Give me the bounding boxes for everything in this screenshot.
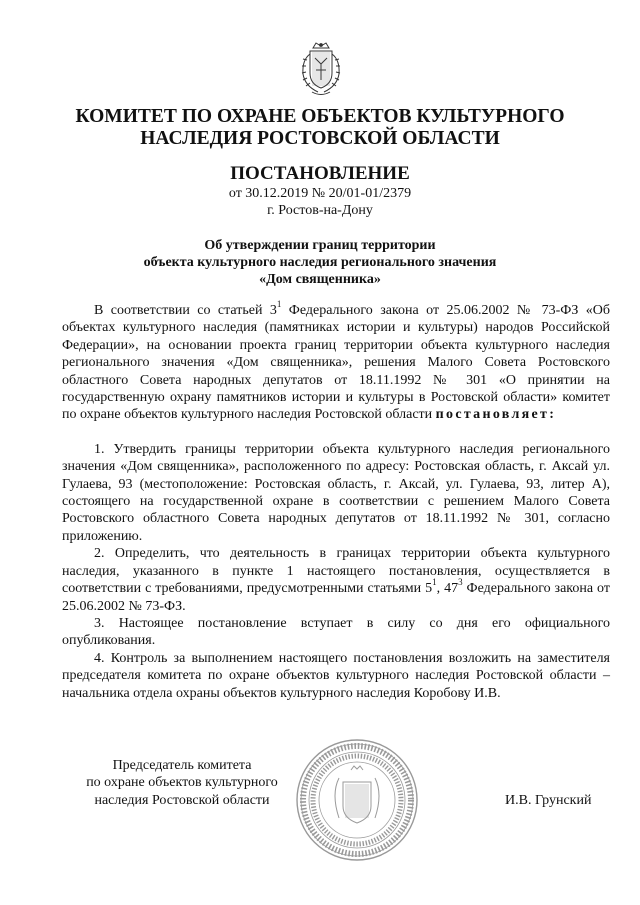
signatory-title-line-1: Председатель комитета <box>112 758 252 773</box>
preamble-paragraph <box>62 299 610 424</box>
item-4: 4. Контроль за выполнением настоящего постановления возложить на заместителя председателя комитета по охране объектов культурного наследия Ростовской области – начальника отдела охраны объектов культурного наследия Коробову И.В. <box>62 650 610 701</box>
item-2-text-b: , 47 <box>436 581 459 597</box>
item-1: 1. Утвердить границы территории объекта культурного наследия регионального значения «Дом священника», расположенного по адресу: Ростовская область, г. Аксай ул. Гулаева, 93 (местоположение: Ростовская область, г. Аксай, ул. Гулаева, 93, литер А), состоящего на государственной охране в соответствии с решением Малого Совета Ростовского областного Совета народных депутатов от 18.11.1992 № 301, согласно приложению. <box>62 441 610 544</box>
signatory-title-line-2: по охране объектов культурного <box>86 775 278 791</box>
preamble-text-a: В соответствии со статьей 3 <box>94 303 277 318</box>
document-number: от 30.12.2019 № 20/01-01/2379 <box>228 186 412 201</box>
preamble-text-b: Федерального закона от 25.06.2002 № 73-ФЗ «Об объектах культурного наследия (памятниках истории и культуры) народов Российской Федерации», на основании проекта границ территории объекта культурного наследия регионального значения «Дом священника», решения Малого Совета Ростовского областного Совета народных депутатов от 18.11.1992 № 301 «О принятии на государственную охрану памятников истории и культуры в Ростовской области» комитет по охране объектов культурного наследия Ростовской области <box>62 303 610 423</box>
item-2-text-c: Федерального закона от 25.06.2002 № 73-ФЗ. <box>62 581 610 614</box>
subject-line-3: «Дом священника» <box>259 272 381 287</box>
signatory-title-line-3: наследия Ростовской области <box>94 792 270 808</box>
document-body <box>62 299 610 702</box>
item-2-superscript-2: 3 <box>458 577 463 588</box>
item-3: 3. Настоящее постановление вступает в силу со дня его официального опубликования. <box>62 615 610 649</box>
resolves-keyword: постановляет: <box>435 407 557 423</box>
item-2-text-a: 2. Определить, что деятельность в границах территории объекта культурного наследия, указанного в пункте 1 настоящего постановления, осуществляется в соответствии с требованиями, предусмотренными статьями 5 <box>62 546 610 597</box>
subject-line-2: объекта культурного наследия регионального значения <box>143 255 497 270</box>
document-subject <box>0 237 640 288</box>
subject-line-1: Об утверждении границ территории <box>204 238 436 253</box>
official-seal-icon <box>295 738 419 862</box>
coat-of-arms-icon <box>298 40 344 98</box>
signatory-name: И.В. Грунский <box>505 793 592 808</box>
item-2-superscript-1: 1 <box>432 577 437 588</box>
signatory-title <box>62 757 302 809</box>
document-type: ПОСТАНОВЛЕНИЕ <box>230 163 410 184</box>
org-line-1: КОМИТЕТ ПО ОХРАНЕ ОБЪЕКТОВ КУЛЬТУРНОГО <box>75 106 565 127</box>
document-city: г. Ростов-на-Дону <box>267 203 373 218</box>
organization-name <box>0 106 640 150</box>
item-2 <box>62 545 610 615</box>
preamble-superscript: 1 <box>276 299 282 310</box>
org-line-2: НАСЛЕДИЯ РОСТОВСКОЙ ОБЛАСТИ <box>140 128 500 149</box>
